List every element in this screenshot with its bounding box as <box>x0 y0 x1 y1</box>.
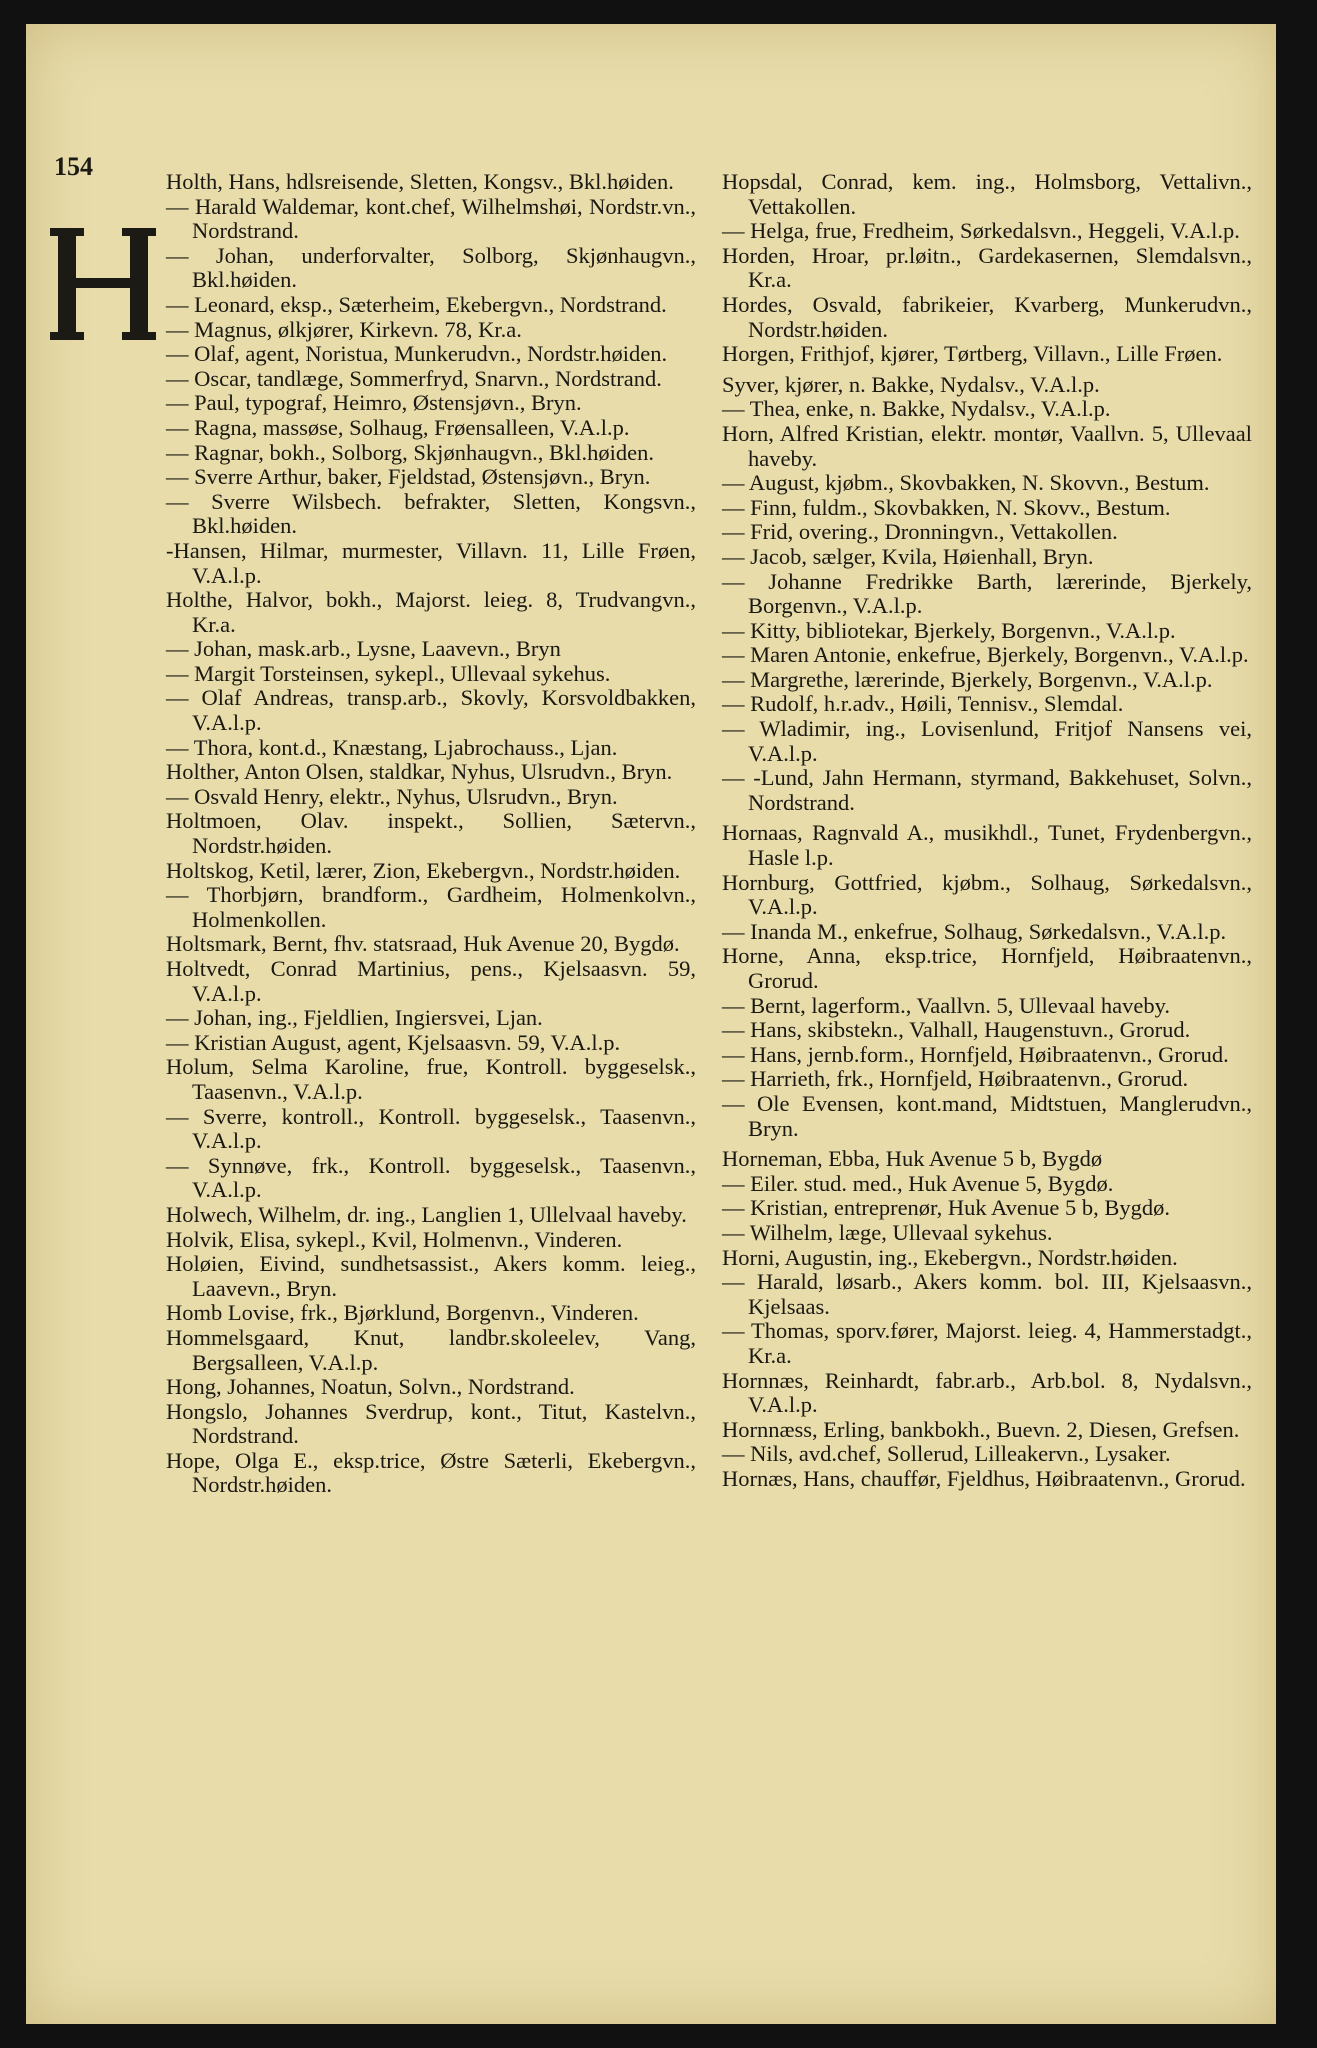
directory-entry: Hopsdal, Conrad, kem. ing., Holmsborg, Vettalivn., Vettakollen. <box>722 169 1252 219</box>
directory-entry: — Margit Torsteinsen, sykepl., Ullevaal sykehus. <box>166 660 611 686</box>
directory-entry: — Hans, skibstekn., Valhall, Haugenstuvn., Grorud. <box>722 1017 1191 1043</box>
right-column <box>722 170 1252 1491</box>
directory-entry: Horne, Anna, eksp.trice, Hornfjeld, Høibraatenvn., Grorud. <box>722 943 1252 993</box>
directory-entry: — Thora, kont.d., Knæstang, Ljabrochauss., Ljan. <box>166 734 618 760</box>
directory-entry: Hornæs, Hans, chauffør, Fjeldhus, Høibraatenvn., Grorud. <box>722 1465 1246 1491</box>
directory-entry: Holum, Selma Karoline, frue, Kontroll. byggeselsk., Taasenvn., V.A.l.p. <box>166 1054 696 1104</box>
directory-entry: Horneman, Ebba, Huk Avenue 5 b, Bygdø <box>722 1146 1103 1172</box>
directory-entry: — Thorbjørn, brandform., Gardheim, Holmenkolvn., Holmenkollen. <box>166 882 696 932</box>
directory-entry: Homb Lovise, frk., Bjørklund, Borgenvn., Vinderen. <box>166 1300 639 1326</box>
directory-entry: Hong, Johannes, Noatun, Solvn., Nordstrand. <box>166 1374 575 1400</box>
directory-entry: Hornaas, Ragnvald A., musikhdl., Tunet, Frydenbergvn., Hasle l.p. <box>722 820 1252 871</box>
directory-entry: — Inanda M., enkefrue, Solhaug, Sørkedalsvn., V.A.l.p. <box>722 918 1227 944</box>
directory-entry: Horni, Augustin, ing., Ekebergvn., Nordstr.høiden. <box>722 1244 1178 1270</box>
directory-entry: — Johanne Fredrikke Barth, lærerinde, Bjerkely, Borgenvn., V.A.l.p. <box>722 568 1252 619</box>
directory-entry: — Harald, løsarb., Akers komm. bol. III, Kjelsaasvn., Kjelsaas. <box>722 1269 1252 1319</box>
directory-entry: — Johan, underforvalter, Solborg, Skjønhaugvn., Bkl.høiden. <box>166 242 696 293</box>
directory-entry: — Synnøve, frk., Kontroll. byggeselsk., Taasenvn., V.A.l.p. <box>166 1152 696 1203</box>
directory-entry: — Thea, enke, n. Bakke, Nydalsv., V.A.l.p. <box>722 396 1111 422</box>
page-number: 154 <box>54 152 93 181</box>
directory-entry: Hongslo, Johannes Sverdrup, kont., Titut, Kastelvn., Nordstrand. <box>166 1398 696 1449</box>
directory-entry: — Harald Waldemar, kont.chef, Wilhelmshøi, Nordstr.vn., Nordstrand. <box>166 193 696 244</box>
directory-entry: Horden, Hroar, pr.løitn., Gardekasernen, Slemdalsvn., Kr.a. <box>722 242 1252 293</box>
directory-entry: — Wladimir, ing., Lovisenlund, Fritjof Nansens vei, V.A.l.p. <box>722 716 1252 766</box>
directory-entry: Horn, Alfred Kristian, elektr. montør, Vaallvn. 5, Ullevaal haveby. <box>722 420 1252 471</box>
directory-entry: — Nils, avd.chef, Sollerud, Lilleakervn., Lysaker. <box>722 1441 1171 1467</box>
directory-entry: — Kitty, bibliotekar, Bjerkely, Borgenvn., V.A.l.p. <box>722 617 1176 643</box>
directory-entry: Holth, Hans, hdlsreisende, Sletten, Kongsv., Bkl.høiden. <box>166 169 674 194</box>
directory-entry: — Bernt, lagerform., Vaallvn. 5, Ullevaal haveby. <box>722 992 1170 1018</box>
directory-entry: — Sverre Wilsbech. befrakter, Sletten, Kongsvn., Bkl.høiden. <box>166 488 696 539</box>
directory-entry: — Ragnar, bokh., Solborg, Skjønhaugvn., Bkl.høiden. <box>166 439 655 465</box>
directory-entry: — Thomas, sporv.fører, Majorst. leieg. 4, Hammerstadgt., Kr.a. <box>722 1318 1252 1368</box>
left-column <box>166 170 696 1498</box>
directory-entry: Holtmoen, Olav. inspekt., Sollien, Sætervn., Nordstr.høiden. <box>166 808 696 859</box>
directory-entry: — Eiler. stud. med., Huk Avenue 5, Bygdø. <box>722 1170 1114 1196</box>
directory-entry: — Osvald Henry, elektr., Nyhus, Ulsrudvn., Bryn. <box>166 783 618 809</box>
directory-entry: — Ragna, massøse, Solhaug, Frøensalleen, V.A.l.p. <box>166 414 630 440</box>
directory-entry: — Paul, typograf, Heimro, Østensjøvn., Bryn. <box>166 390 582 416</box>
directory-entry: — Jacob, sælger, Kvila, Høienhall, Bryn. <box>722 543 1094 569</box>
directory-page <box>26 24 1276 2024</box>
directory-entry: Hornburg, Gottfried, kjøbm., Solhaug, Sørkedalsvn., V.A.l.p. <box>722 869 1252 920</box>
directory-entry: Holvik, Elisa, sykepl., Kvil, Holmenvn., Vinderen. <box>166 1226 623 1252</box>
directory-entry: — Oscar, tandlæge, Sommerfryd, Snarvn., Nordstrand. <box>166 365 662 391</box>
directory-entry: — Wilhelm, læge, Ullevaal sykehus. <box>722 1219 1053 1245</box>
directory-entry: — Frid, overing., Dronningvn., Vettakollen. <box>722 519 1118 545</box>
directory-entry: — Harrieth, frk., Hornfjeld, Høibraatenvn., Grorud. <box>722 1066 1189 1092</box>
directory-entry: — Helga, frue, Fredheim, Sørkedalsvn., Heggeli, V.A.l.p. <box>722 218 1240 244</box>
directory-entry: — Olaf, agent, Noristua, Munkerudvn., Nordstr.høiden. <box>166 341 668 367</box>
directory-entry: Holwech, Wilhelm, dr. ing., Langlien 1, Ullelvaal haveby. <box>166 1201 687 1227</box>
directory-entry: — Rudolf, h.r.adv., Høili, Tennisv., Slemdal. <box>722 691 1124 717</box>
directory-entry: — August, kjøbm., Skovbakken, N. Skovvn., Bestum. <box>722 470 1210 496</box>
directory-entry: — Hans, jernb.form., Hornfjeld, Høibraatenvn., Grorud. <box>722 1041 1229 1067</box>
directory-entry: — Maren Antonie, enkefrue, Bjerkely, Borgenvn., V.A.l.p. <box>722 642 1249 668</box>
directory-entry: Horgen, Frithjof, kjører, Tørtberg, Villavn., Lille Frøen. <box>722 341 1223 367</box>
directory-entry: Hornnæss, Erling, bankbokh., Buevn. 2, Diesen, Grefsen. <box>722 1416 1240 1442</box>
directory-entry: Holtsmark, Bernt, fhv. statsraad, Huk Avenue 20, Bygdø. <box>166 931 680 957</box>
directory-entry: Holther, Anton Olsen, staldkar, Nyhus, Ulsrudvn., Bryn. <box>166 759 673 785</box>
directory-entry: — Johan, mask.arb., Lysne, Laavevn., Bryn <box>166 636 561 662</box>
directory-entry: — Olaf Andreas, transp.arb., Skovly, Korsvoldbakken, V.A.l.p. <box>166 685 696 736</box>
directory-entry: -Hansen, Hilmar, murmester, Villavn. 11, Lille Frøen, V.A.l.p. <box>166 537 696 588</box>
directory-entry: — Sverre Arthur, baker, Fjeldstad, Østensjøvn., Bryn. <box>166 464 651 490</box>
directory-entry: — Ole Evensen, kont.mand, Midtstuen, Manglerudvn., Bryn. <box>722 1090 1252 1141</box>
directory-entry: Hordes, Osvald, fabrikeier, Kvarberg, Munkerudvn., Nordstr.høiden. <box>722 291 1252 342</box>
directory-entry: — Sverre, kontroll., Kontroll. byggeselsk., Taasenvn., V.A.l.p. <box>166 1103 696 1154</box>
directory-entry: — Margrethe, lærerinde, Bjerkely, Borgenvn., V.A.l.p. <box>722 666 1213 692</box>
directory-entry: — Kristian, entreprenør, Huk Avenue 5 b, Bygdø. <box>722 1195 1170 1221</box>
directory-entry: Holtskog, Ketil, lærer, Zion, Ekebergvn., Nordstr.høiden. <box>166 857 681 883</box>
directory-entry: Holøien, Eivind, sundhetsassist., Akers komm. leieg., Laavevn., Bryn. <box>166 1251 696 1301</box>
directory-entry: — Johan, ing., Fjeldlien, Ingiersvei, Ljan. <box>166 1005 543 1031</box>
directory-entry: Hommelsgaard, Knut, landbr.skoleelev, Vang, Bergsalleen, V.A.l.p. <box>166 1324 696 1375</box>
directory-entry: Holtvedt, Conrad Martinius, pens., Kjelsaasvn. 59, V.A.l.p. <box>166 956 696 1006</box>
directory-entry: Holthe, Halvor, bokh., Majorst. leieg. 8, Trudvangvn., Kr.a. <box>166 587 696 637</box>
directory-entry: Syver, kjører, n. Bakke, Nydalsv., V.A.l.p. <box>722 371 1100 397</box>
directory-entry: Hornnæs, Reinhardt, fabr.arb., Arb.bol. 8, Nydalsvn., V.A.l.p. <box>722 1367 1252 1418</box>
directory-entry: — Kristian August, agent, Kjelsaasvn. 59, V.A.l.p. <box>166 1029 621 1055</box>
directory-entry: — Magnus, ølkjører, Kirkevn. 78, Kr.a. <box>166 316 522 342</box>
directory-entry: Hope, Olga E., eksp.trice, Østre Sæterli, Ekebergvn., Nordstr.høiden. <box>166 1447 696 1498</box>
section-initial-letter <box>48 224 158 344</box>
directory-entry: — -Lund, Jahn Hermann, styrmand, Bakkehuset, Solvn., Nordstrand. <box>722 765 1252 815</box>
directory-entry: — Finn, fuldm., Skovbakken, N. Skovv., Bestum. <box>722 494 1171 520</box>
directory-entry: — Leonard, eksp., Sæterheim, Ekebergvn., Nordstrand. <box>166 291 667 317</box>
